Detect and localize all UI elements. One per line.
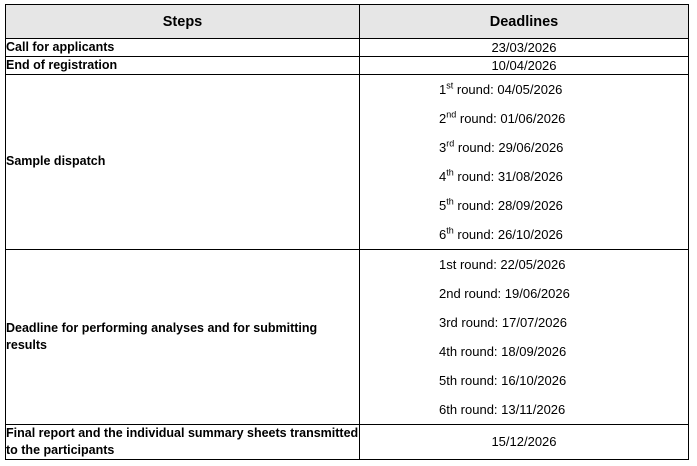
step-label: Call for applicants (6, 39, 360, 57)
round-suffix: th (446, 196, 454, 207)
table-header-row (6, 5, 689, 39)
deadline-rounds-list (360, 74, 689, 249)
round-suffix: rd (446, 138, 455, 149)
table-row (6, 56, 689, 74)
column-header-deadlines: Deadlines (360, 5, 689, 39)
rounds-group (439, 250, 609, 424)
table-row (6, 424, 689, 459)
round-line: 5th round: 16/10/2026 (439, 372, 567, 388)
round-date: 28/09/2026 (497, 197, 563, 213)
round-line: 2nd round: 19/06/2026 (439, 285, 570, 301)
round-label: round: (453, 226, 498, 242)
step-label: Deadline for performing analyses and for submitting results (6, 249, 360, 424)
column-header-steps: Steps (6, 5, 360, 39)
round-line (439, 104, 609, 133)
round-line (439, 220, 609, 249)
table-row (6, 249, 689, 424)
round-line (439, 75, 609, 104)
round-label: round: (453, 197, 498, 213)
round-ordinal: 1 (439, 81, 447, 97)
deadline-value: 10/04/2026 (360, 56, 689, 74)
table-body (6, 39, 689, 460)
round-suffix: th (446, 225, 454, 236)
round-date: 26/10/2026 (497, 226, 563, 242)
round-ordinal: 5 (439, 197, 447, 213)
round-date: 01/06/2026 (500, 110, 566, 126)
table-header (6, 5, 689, 39)
round-line: 1st round: 22/05/2026 (439, 256, 566, 272)
step-label: Sample dispatch (6, 74, 360, 249)
round-line (439, 162, 609, 191)
round-label: round: (453, 81, 498, 97)
round-ordinal: 4 (439, 168, 447, 184)
round-line: 3rd round: 17/07/2026 (439, 314, 567, 330)
round-line: 4th round: 18/09/2026 (439, 343, 567, 359)
rounds-group (439, 75, 609, 249)
step-label: Final report and the individual summary sheets transmitted to the participants (6, 424, 360, 459)
round-ordinal: 2 (439, 110, 447, 126)
round-line: 6th round: 13/11/2026 (439, 401, 566, 417)
round-date: 31/08/2026 (497, 168, 563, 184)
round-suffix: st (446, 80, 454, 91)
round-date: 04/05/2026 (497, 81, 563, 97)
schedule-table (5, 4, 689, 460)
step-label: End of registration (6, 56, 360, 74)
round-line (439, 191, 609, 220)
deadline-value: 15/12/2026 (360, 424, 689, 459)
round-label: round: (456, 110, 501, 126)
round-label: round: (453, 168, 498, 184)
round-ordinal: 6 (439, 226, 447, 242)
round-date: 29/06/2026 (498, 139, 564, 155)
round-suffix: nd (446, 109, 457, 120)
round-ordinal: 3 (439, 139, 447, 155)
deadline-value: 23/03/2026 (360, 39, 689, 57)
table-row (6, 74, 689, 249)
round-suffix: th (446, 167, 454, 178)
deadline-rounds-list (360, 249, 689, 424)
round-label: round: (454, 139, 499, 155)
table-row (6, 39, 689, 57)
round-line (439, 133, 609, 162)
